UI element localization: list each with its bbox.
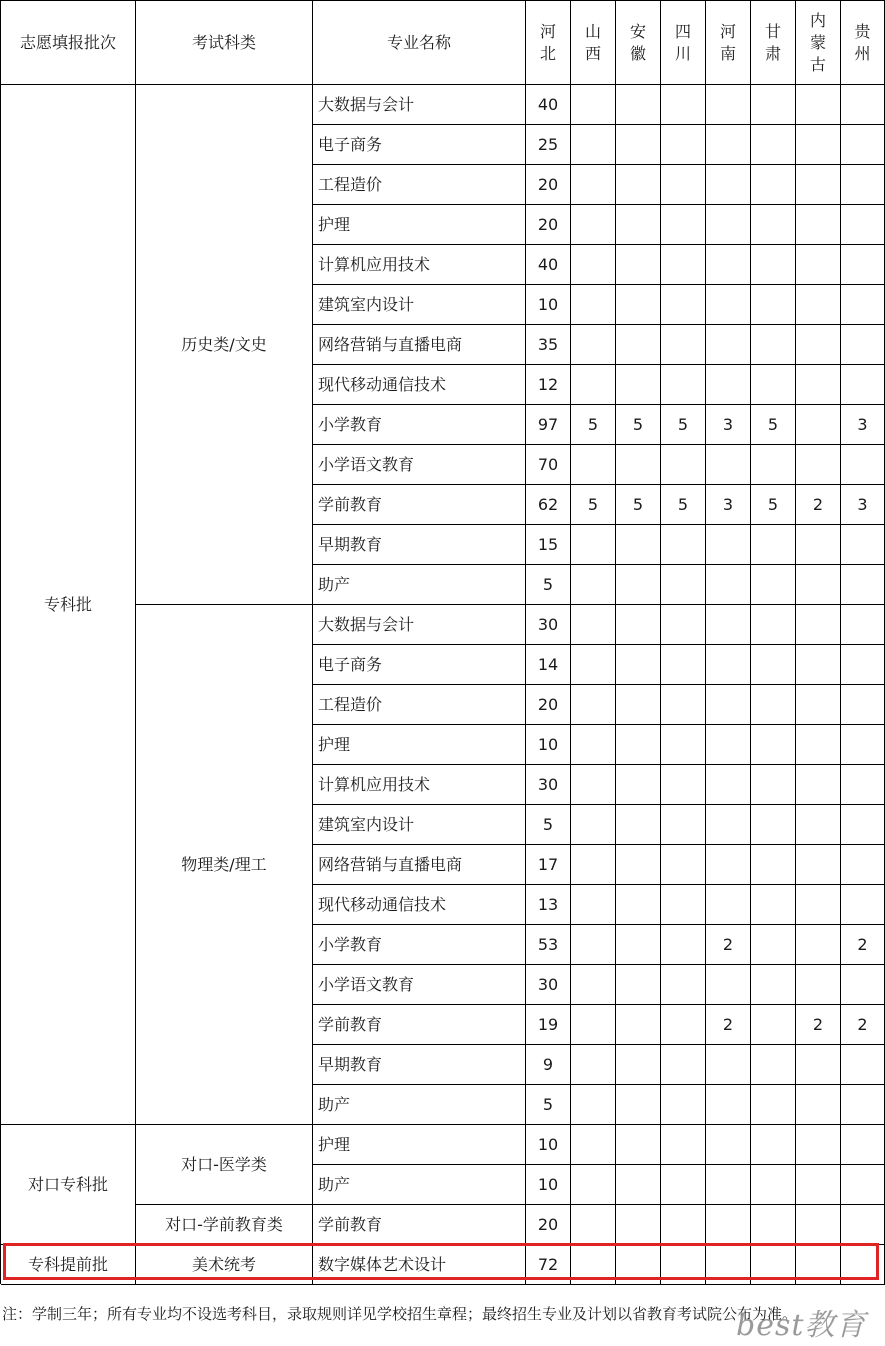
quota-cell xyxy=(751,645,796,685)
quota-cell xyxy=(841,845,885,885)
quota-cell xyxy=(751,205,796,245)
quota-cell xyxy=(616,725,661,765)
quota-cell xyxy=(796,325,841,365)
quota-cell xyxy=(661,205,706,245)
quota-cell: 10 xyxy=(526,1125,571,1165)
quota-cell xyxy=(751,925,796,965)
quota-cell xyxy=(706,1125,751,1165)
quota-cell xyxy=(751,1005,796,1045)
quota-cell xyxy=(796,285,841,325)
quota-cell: 35 xyxy=(526,325,571,365)
quota-cell xyxy=(571,125,616,165)
quota-cell xyxy=(706,205,751,245)
quota-cell xyxy=(706,325,751,365)
major-name-cell: 助产 xyxy=(313,565,526,605)
quota-cell xyxy=(661,925,706,965)
quota-cell xyxy=(796,565,841,605)
quota-cell xyxy=(616,1205,661,1245)
quota-cell: 30 xyxy=(526,605,571,645)
batch-cell: 专科提前批 xyxy=(1,1245,136,1285)
quota-cell xyxy=(661,1085,706,1125)
quota-cell: 10 xyxy=(526,285,571,325)
quota-cell xyxy=(661,365,706,405)
header-major-name: 专业名称 xyxy=(313,1,526,85)
quota-cell xyxy=(796,245,841,285)
quota-cell: 20 xyxy=(526,205,571,245)
quota-cell xyxy=(706,1045,751,1085)
quota-cell xyxy=(796,445,841,485)
quota-cell: 3 xyxy=(706,485,751,525)
quota-cell: 30 xyxy=(526,765,571,805)
header-province: 贵州 xyxy=(841,1,885,85)
major-name-cell: 建筑室内设计 xyxy=(313,285,526,325)
quota-cell xyxy=(571,165,616,205)
watermark: best教育 xyxy=(736,1308,867,1343)
quota-cell xyxy=(616,245,661,285)
quota-cell xyxy=(616,1245,661,1285)
quota-cell xyxy=(616,205,661,245)
quota-cell xyxy=(706,1085,751,1125)
quota-cell xyxy=(706,685,751,725)
subject-category-cell: 物理类/理工 xyxy=(136,605,313,1125)
quota-cell xyxy=(571,445,616,485)
quota-cell xyxy=(751,765,796,805)
quota-cell xyxy=(661,1205,706,1245)
quota-cell xyxy=(751,845,796,885)
quota-cell xyxy=(706,965,751,1005)
quota-cell xyxy=(616,805,661,845)
quota-cell xyxy=(796,365,841,405)
quota-cell xyxy=(796,405,841,445)
quota-cell xyxy=(751,325,796,365)
batch-cell: 专科批 xyxy=(1,85,136,1125)
quota-cell: 30 xyxy=(526,965,571,1005)
quota-cell xyxy=(706,805,751,845)
quota-cell xyxy=(796,1085,841,1125)
header-province: 内蒙古 xyxy=(796,1,841,85)
quota-cell xyxy=(616,1125,661,1165)
quota-cell xyxy=(571,725,616,765)
quota-cell xyxy=(661,245,706,285)
quota-cell xyxy=(841,885,885,925)
quota-cell xyxy=(616,1005,661,1045)
quota-cell xyxy=(571,925,616,965)
quota-cell xyxy=(661,85,706,125)
major-name-cell: 助产 xyxy=(313,1165,526,1205)
subject-category-cell: 对口-学前教育类 xyxy=(136,1205,313,1245)
quota-cell xyxy=(616,925,661,965)
quota-cell xyxy=(751,685,796,725)
quota-cell xyxy=(796,605,841,645)
quota-cell xyxy=(796,165,841,205)
quota-cell xyxy=(796,1205,841,1245)
quota-cell xyxy=(616,605,661,645)
quota-cell xyxy=(661,1125,706,1165)
major-name-cell: 学前教育 xyxy=(313,1005,526,1045)
major-name-cell: 工程造价 xyxy=(313,165,526,205)
quota-cell xyxy=(661,1165,706,1205)
quota-cell xyxy=(616,365,661,405)
quota-cell: 5 xyxy=(526,805,571,845)
header-province: 河南 xyxy=(706,1,751,85)
quota-cell xyxy=(616,525,661,565)
quota-cell xyxy=(571,1005,616,1045)
major-name-cell: 学前教育 xyxy=(313,485,526,525)
quota-cell xyxy=(571,365,616,405)
major-name-cell: 电子商务 xyxy=(313,125,526,165)
quota-cell xyxy=(571,285,616,325)
quota-cell: 40 xyxy=(526,245,571,285)
quota-cell xyxy=(796,765,841,805)
quota-cell xyxy=(796,1125,841,1165)
quota-cell xyxy=(841,325,885,365)
quota-cell xyxy=(616,445,661,485)
quota-cell xyxy=(751,605,796,645)
quota-cell xyxy=(751,565,796,605)
quota-cell xyxy=(661,285,706,325)
quota-cell: 17 xyxy=(526,845,571,885)
quota-cell xyxy=(706,245,751,285)
quota-cell: 5 xyxy=(571,485,616,525)
quota-cell: 62 xyxy=(526,485,571,525)
quota-cell: 2 xyxy=(841,925,885,965)
quota-cell xyxy=(841,1245,885,1285)
quota-cell xyxy=(571,965,616,1005)
quota-cell xyxy=(616,565,661,605)
quota-cell xyxy=(571,1245,616,1285)
quota-cell: 5 xyxy=(661,405,706,445)
quota-cell xyxy=(571,1125,616,1165)
quota-cell: 13 xyxy=(526,885,571,925)
quota-cell: 5 xyxy=(616,405,661,445)
quota-cell xyxy=(841,725,885,765)
quota-cell xyxy=(796,1165,841,1205)
quota-cell xyxy=(661,165,706,205)
quota-cell xyxy=(751,285,796,325)
quota-cell xyxy=(796,1245,841,1285)
quota-cell xyxy=(751,245,796,285)
quota-cell xyxy=(796,85,841,125)
quota-cell xyxy=(841,365,885,405)
quota-cell xyxy=(841,685,885,725)
quota-cell xyxy=(661,725,706,765)
quota-cell xyxy=(616,325,661,365)
quota-cell xyxy=(751,1165,796,1205)
quota-cell xyxy=(571,1205,616,1245)
quota-cell xyxy=(571,205,616,245)
quota-cell xyxy=(661,885,706,925)
quota-cell: 2 xyxy=(841,1005,885,1045)
quota-cell xyxy=(571,525,616,565)
quota-cell: 3 xyxy=(841,485,885,525)
header-subject-category: 考试科类 xyxy=(136,1,313,85)
header-province: 河北 xyxy=(526,1,571,85)
quota-cell xyxy=(706,1205,751,1245)
header-province: 四川 xyxy=(661,1,706,85)
quota-cell xyxy=(661,1005,706,1045)
quota-cell xyxy=(841,1085,885,1125)
quota-cell xyxy=(616,285,661,325)
quota-cell xyxy=(796,125,841,165)
quota-cell: 5 xyxy=(751,485,796,525)
quota-cell xyxy=(661,845,706,885)
quota-cell: 19 xyxy=(526,1005,571,1045)
major-name-cell: 计算机应用技术 xyxy=(313,245,526,285)
quota-cell xyxy=(661,765,706,805)
quota-cell xyxy=(796,805,841,845)
quota-cell xyxy=(841,1045,885,1085)
major-name-cell: 大数据与会计 xyxy=(313,85,526,125)
major-name-cell: 现代移动通信技术 xyxy=(313,885,526,925)
quota-cell xyxy=(706,525,751,565)
quota-cell xyxy=(751,965,796,1005)
quota-cell: 5 xyxy=(661,485,706,525)
quota-cell: 20 xyxy=(526,685,571,725)
quota-cell xyxy=(841,205,885,245)
quota-cell: 5 xyxy=(526,1085,571,1125)
quota-cell xyxy=(841,1125,885,1165)
quota-cell xyxy=(706,725,751,765)
major-name-cell: 电子商务 xyxy=(313,645,526,685)
major-name-cell: 护理 xyxy=(313,1125,526,1165)
quota-cell: 5 xyxy=(751,405,796,445)
quota-cell: 5 xyxy=(526,565,571,605)
quota-cell xyxy=(706,765,751,805)
quota-cell xyxy=(841,965,885,1005)
quota-cell xyxy=(841,165,885,205)
quota-cell xyxy=(841,605,885,645)
quota-cell xyxy=(661,605,706,645)
major-name-cell: 早期教育 xyxy=(313,525,526,565)
quota-cell xyxy=(751,1125,796,1165)
quota-cell xyxy=(661,1245,706,1285)
quota-cell xyxy=(661,1045,706,1085)
quota-cell xyxy=(661,525,706,565)
header-province: 安徽 xyxy=(616,1,661,85)
quota-cell xyxy=(796,885,841,925)
major-name-cell: 学前教育 xyxy=(313,1205,526,1245)
quota-cell xyxy=(571,245,616,285)
quota-cell: 20 xyxy=(526,1205,571,1245)
quota-cell: 2 xyxy=(796,1005,841,1045)
quota-cell xyxy=(841,565,885,605)
quota-cell xyxy=(616,765,661,805)
major-name-cell: 小学语文教育 xyxy=(313,445,526,485)
header-province: 山西 xyxy=(571,1,616,85)
quota-cell xyxy=(571,765,616,805)
quota-cell: 72 xyxy=(526,1245,571,1285)
table-footnote: 注：学制三年；所有专业均不设选考科目，录取规则详见学校招生章程；最终招生专业及计划以省教育考试院公布为准。 xyxy=(2,1305,798,1323)
quota-cell xyxy=(661,805,706,845)
quota-cell xyxy=(796,1045,841,1085)
quota-cell xyxy=(661,125,706,165)
quota-cell xyxy=(751,1205,796,1245)
quota-cell xyxy=(841,765,885,805)
quota-cell xyxy=(751,445,796,485)
quota-cell: 5 xyxy=(571,405,616,445)
quota-cell xyxy=(706,445,751,485)
quota-cell xyxy=(796,685,841,725)
major-name-cell: 小学语文教育 xyxy=(313,965,526,1005)
quota-cell xyxy=(616,965,661,1005)
quota-cell xyxy=(706,645,751,685)
quota-cell: 40 xyxy=(526,85,571,125)
quota-cell xyxy=(706,565,751,605)
major-name-cell: 网络营销与直播电商 xyxy=(313,845,526,885)
quota-cell xyxy=(571,885,616,925)
quota-cell xyxy=(796,645,841,685)
quota-cell: 10 xyxy=(526,1165,571,1205)
quota-cell xyxy=(841,805,885,845)
quota-cell xyxy=(661,645,706,685)
quota-cell: 97 xyxy=(526,405,571,445)
quota-cell xyxy=(661,445,706,485)
quota-cell xyxy=(751,125,796,165)
major-name-cell: 助产 xyxy=(313,1085,526,1125)
quota-cell: 12 xyxy=(526,365,571,405)
subject-category-cell: 对口-医学类 xyxy=(136,1125,313,1205)
quota-cell xyxy=(751,85,796,125)
quota-cell: 3 xyxy=(706,405,751,445)
quota-cell: 10 xyxy=(526,725,571,765)
quota-cell: 15 xyxy=(526,525,571,565)
quota-cell xyxy=(751,885,796,925)
quota-cell xyxy=(661,325,706,365)
quota-cell xyxy=(571,1045,616,1085)
quota-cell: 2 xyxy=(796,485,841,525)
quota-cell: 2 xyxy=(706,1005,751,1045)
major-name-cell: 数字媒体艺术设计 xyxy=(313,1245,526,1285)
quota-cell xyxy=(841,125,885,165)
quota-cell xyxy=(841,525,885,565)
header-province: 甘肃 xyxy=(751,1,796,85)
major-name-cell: 大数据与会计 xyxy=(313,605,526,645)
major-name-cell: 小学教育 xyxy=(313,925,526,965)
quota-cell xyxy=(616,165,661,205)
quota-cell xyxy=(706,1245,751,1285)
quota-cell xyxy=(751,365,796,405)
quota-cell: 53 xyxy=(526,925,571,965)
major-name-cell: 护理 xyxy=(313,725,526,765)
quota-cell xyxy=(616,685,661,725)
major-name-cell: 早期教育 xyxy=(313,1045,526,1085)
major-name-cell: 网络营销与直播电商 xyxy=(313,325,526,365)
quota-cell xyxy=(571,565,616,605)
quota-cell xyxy=(571,805,616,845)
quota-cell: 9 xyxy=(526,1045,571,1085)
quota-cell xyxy=(616,1045,661,1085)
quota-cell xyxy=(571,685,616,725)
subject-category-cell: 美术统考 xyxy=(136,1245,313,1285)
quota-cell: 5 xyxy=(616,485,661,525)
quota-cell xyxy=(706,605,751,645)
major-name-cell: 小学教育 xyxy=(313,405,526,445)
quota-cell xyxy=(841,1205,885,1245)
quota-cell xyxy=(841,645,885,685)
quota-cell xyxy=(841,1165,885,1205)
quota-cell xyxy=(706,285,751,325)
quota-cell xyxy=(571,645,616,685)
quota-cell xyxy=(616,885,661,925)
quota-cell xyxy=(571,325,616,365)
batch-cell: 对口专科批 xyxy=(1,1125,136,1245)
quota-cell xyxy=(661,565,706,605)
quota-cell xyxy=(841,445,885,485)
quota-cell xyxy=(616,125,661,165)
quota-cell xyxy=(571,605,616,645)
quota-cell: 70 xyxy=(526,445,571,485)
quota-cell xyxy=(796,725,841,765)
quota-cell xyxy=(706,1165,751,1205)
quota-cell xyxy=(661,685,706,725)
quota-cell xyxy=(706,85,751,125)
major-name-cell: 建筑室内设计 xyxy=(313,805,526,845)
quota-cell xyxy=(616,1165,661,1205)
quota-cell xyxy=(706,125,751,165)
quota-cell xyxy=(616,845,661,885)
major-name-cell: 现代移动通信技术 xyxy=(313,365,526,405)
quota-cell xyxy=(706,365,751,405)
quota-cell xyxy=(796,845,841,885)
quota-cell xyxy=(796,925,841,965)
quota-cell: 14 xyxy=(526,645,571,685)
quota-cell xyxy=(706,165,751,205)
quota-cell: 3 xyxy=(841,405,885,445)
quota-cell xyxy=(706,885,751,925)
quota-cell xyxy=(571,1085,616,1125)
quota-cell xyxy=(571,1165,616,1205)
quota-cell xyxy=(751,165,796,205)
quota-cell xyxy=(706,845,751,885)
quota-cell: 2 xyxy=(706,925,751,965)
major-name-cell: 计算机应用技术 xyxy=(313,765,526,805)
quota-cell: 25 xyxy=(526,125,571,165)
header-batch: 志愿填报批次 xyxy=(1,1,136,85)
quota-cell xyxy=(751,725,796,765)
quota-cell xyxy=(751,1085,796,1125)
quota-cell xyxy=(751,1045,796,1085)
quota-cell xyxy=(796,205,841,245)
quota-cell xyxy=(751,1245,796,1285)
quota-cell xyxy=(616,1085,661,1125)
quota-cell xyxy=(796,525,841,565)
major-name-cell: 护理 xyxy=(313,205,526,245)
major-name-cell: 工程造价 xyxy=(313,685,526,725)
quota-cell xyxy=(616,85,661,125)
quota-cell xyxy=(661,965,706,1005)
quota-cell xyxy=(841,85,885,125)
quota-cell xyxy=(571,845,616,885)
quota-cell xyxy=(841,245,885,285)
quota-cell xyxy=(796,965,841,1005)
quota-cell xyxy=(841,285,885,325)
quota-cell xyxy=(571,85,616,125)
quota-cell xyxy=(751,525,796,565)
quota-cell xyxy=(616,645,661,685)
quota-cell xyxy=(751,805,796,845)
quota-cell: 20 xyxy=(526,165,571,205)
subject-category-cell: 历史类/文史 xyxy=(136,85,313,605)
